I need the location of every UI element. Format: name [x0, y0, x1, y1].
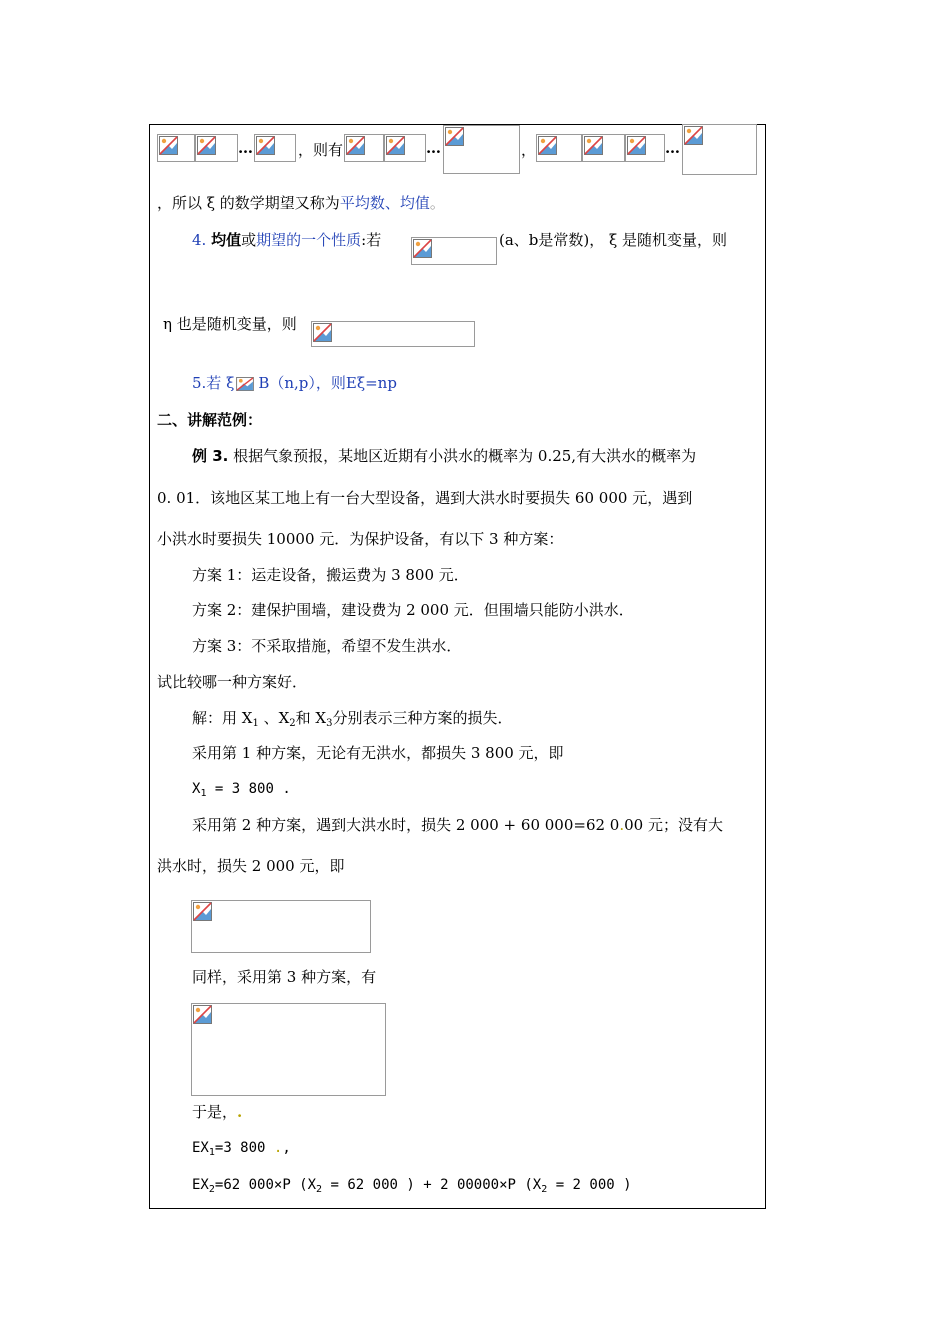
- equation-line: [192, 1138, 291, 1158]
- ellipsis: …: [426, 139, 441, 157]
- text: 和 X: [295, 709, 327, 727]
- paragraph-line: 方案 3：不采取措施，希望不发生洪水．: [192, 637, 462, 655]
- broken-image-icon: [193, 902, 212, 921]
- text: .: [237, 1103, 243, 1121]
- ellipsis: …: [238, 139, 253, 157]
- paragraph-line: [192, 230, 381, 250]
- broken-image-icon: [346, 136, 365, 155]
- paragraph-line: η 也是随机变量，则: [163, 315, 297, 333]
- text: 分别表示三种方案的损失．: [332, 709, 513, 727]
- broken-image-placeholder: [157, 134, 195, 162]
- broken-image-placeholder: [625, 134, 665, 162]
- text: (a、b是常数)， ξ 是随机变量，则: [499, 231, 728, 249]
- text: 解：用 X: [192, 709, 253, 727]
- example-label: 例 3.: [192, 447, 229, 465]
- subscript: 2: [316, 1184, 323, 1195]
- comma: ，: [521, 141, 537, 159]
- text: 5.若 ξ: [192, 374, 235, 392]
- paragraph-line: [192, 373, 397, 393]
- broken-image-placeholder: [191, 1003, 386, 1096]
- broken-image-placeholder: [191, 900, 371, 953]
- subscript: 2: [289, 718, 296, 729]
- paragraph-line: [157, 193, 445, 213]
- broken-image-placeholder: [195, 134, 238, 162]
- broken-image-icon: [256, 136, 275, 155]
- text: =3 800: [214, 1140, 274, 1156]
- broken-image-placeholder: [311, 321, 475, 347]
- text: 或: [241, 231, 257, 249]
- broken-image-icon: [584, 136, 603, 155]
- text: .: [273, 1140, 283, 1156]
- subscript: 2: [208, 1184, 215, 1195]
- highlight-text: 平均数、均值: [339, 194, 430, 212]
- paragraph-line: [192, 815, 723, 835]
- paragraph-line: 方案 1：运走设备，搬运费为 3 800 元．: [192, 566, 469, 584]
- paragraph-line: [192, 1102, 242, 1122]
- text: :若: [361, 231, 382, 249]
- text: 、X: [258, 709, 290, 727]
- text-zeyou: ，则有: [298, 141, 344, 159]
- bold-term: 均值: [211, 231, 242, 249]
- paragraph-line: 试比较哪一种方案好．: [157, 673, 308, 691]
- text: B（n,p），则Eξ=np: [258, 374, 397, 392]
- broken-image-icon: [313, 323, 332, 342]
- broken-image-icon: [684, 126, 703, 145]
- text: 于是，: [192, 1103, 238, 1121]
- broken-image-placeholder: [582, 134, 625, 162]
- text: ，所以 ξ 的数学期望又称为: [157, 194, 340, 212]
- paragraph-line: 0. 01．该地区某工地上有一台大型设备，遇到大洪水时要损失 60 000 元，遇到: [157, 489, 693, 507]
- text: ,: [282, 1140, 291, 1156]
- text: 根据气象预报，某地区近期有小洪水的概率为 0.25,有大洪水的概率为: [233, 447, 697, 465]
- broken-image-placeholder: [411, 237, 497, 265]
- broken-image-placeholder: [443, 125, 520, 174]
- paragraph-line: 小洪水时要损失 10000 元．为保护设备，有以下 3 种方案：: [157, 530, 564, 548]
- equation-line: [192, 1175, 632, 1195]
- paragraph-line: [192, 708, 513, 728]
- text: = 3 800 .: [206, 781, 291, 797]
- broken-image-icon: [193, 1005, 212, 1024]
- text: = 62 000 ) + 2 00000×P (X: [322, 1177, 542, 1193]
- text: = 2 000 ): [547, 1177, 632, 1193]
- broken-image-placeholder: [384, 134, 426, 162]
- broken-image-placeholder: [536, 134, 582, 162]
- subscript: 3: [326, 718, 333, 729]
- subscript: 1: [252, 718, 259, 729]
- section-heading: 二、讲解范例：: [157, 411, 263, 429]
- text: 采用第 2 种方案，遇到大洪水时，损失 2 000 + 60 000=62 0: [192, 816, 620, 834]
- broken-image-placeholder: [682, 124, 757, 175]
- broken-image-icon: [386, 136, 405, 155]
- text: 00 元；没有大: [624, 816, 723, 834]
- broken-image-icon: [627, 136, 646, 155]
- paragraph-line: 同样，采用第 3 种方案，有: [192, 968, 377, 986]
- subscript: 1: [208, 1147, 215, 1158]
- subscript: 1: [200, 788, 207, 799]
- broken-image-placeholder: [344, 134, 384, 162]
- highlight-text: 期望的一个性质: [256, 231, 362, 249]
- broken-image-icon: [197, 136, 216, 155]
- broken-image-icon: [236, 376, 256, 392]
- broken-image-icon: [413, 239, 432, 258]
- item-number: 4.: [192, 231, 207, 249]
- subscript: 2: [541, 1184, 548, 1195]
- broken-image-icon: [538, 136, 557, 155]
- equation-line: [192, 779, 291, 799]
- text: EX: [192, 1140, 209, 1156]
- paragraph-line: 方案 2：建保护围墙，建设费为 2 000 元．但围墙只能防小洪水．: [192, 601, 634, 619]
- ellipsis: …: [665, 139, 680, 157]
- broken-image-placeholder: [254, 134, 296, 162]
- text: 。: [429, 194, 445, 212]
- broken-image-icon: [445, 127, 464, 146]
- paragraph-line: 采用第 1 种方案，无论有无洪水，都损失 3 800 元，即: [192, 744, 564, 762]
- text: =62 000×P (X: [214, 1177, 317, 1193]
- text: .: [619, 816, 625, 834]
- paragraph-line: 洪水时，损失 2 000 元，即: [157, 857, 345, 875]
- text: X: [192, 781, 201, 797]
- paragraph-line: [192, 446, 696, 466]
- text: EX: [192, 1177, 209, 1193]
- broken-image-icon: [159, 136, 178, 155]
